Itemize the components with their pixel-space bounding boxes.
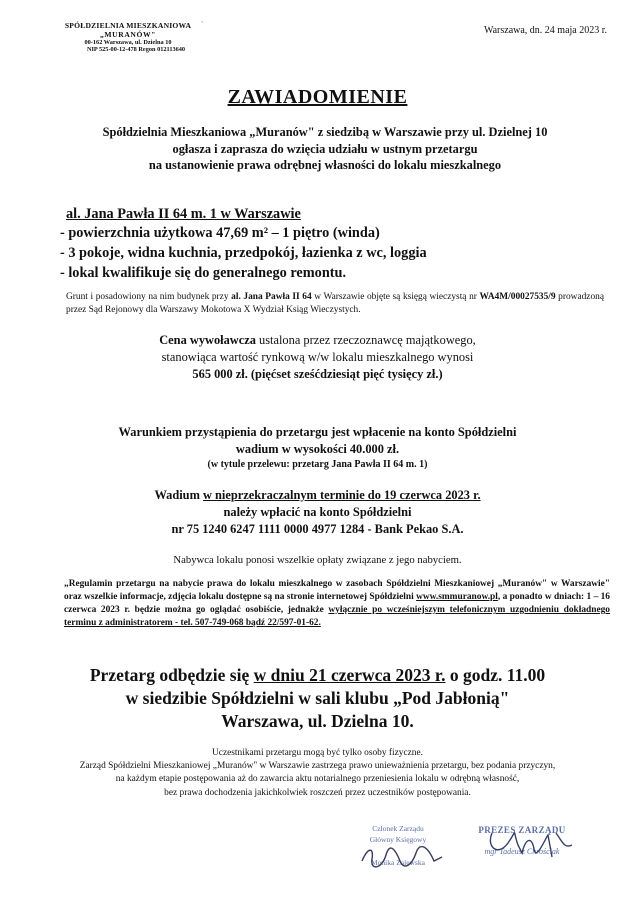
feature-item: - lokal kwalifikuje się do generalnego remontu. <box>60 265 347 281</box>
auction-text: Przetarg odbędzie się <box>89 665 254 685</box>
property-address: al. Jana Pawła II 64 m. 1 w Warszawie <box>66 206 301 222</box>
footer-line: Zarząd Spółdzielni Mieszkaniowej „Muranów" w Warszawie zastrzega prawo unieważnienia przetargu, bez podania przyczyn, <box>79 761 556 772</box>
auction-address: Warszawa, ul. Dzielna 10. <box>221 711 414 731</box>
price-text: ustalona przez rzeczoznawcę majątkowego, <box>255 333 476 347</box>
price-paragraph <box>60 332 575 383</box>
signature-stamp-left <box>348 823 448 868</box>
stamp-title: Członek Zarządu <box>372 824 424 833</box>
org-tax-ids: NIP 525-00-12-478 Regon 012113640 <box>86 46 186 54</box>
website-link[interactable]: www.smmuranow.pl <box>416 592 498 603</box>
footer-line: Uczestnikami przetargu mogą być tylko osoby fizyczne. <box>212 748 423 758</box>
deposit-paragraph <box>40 487 595 538</box>
transfer-title-note: (w tytule przelewu: przetarg Jana Pawła II 64 m. 1) <box>207 459 428 470</box>
stamp-title: Główny Księgowy <box>369 835 427 844</box>
buyer-costs-note: Nabywca lokalu ponosi wszelkie opłaty związane z jego nabyciem. <box>173 554 462 566</box>
conditions-line: Warunkiem przystąpienia do przetargu jest wpłacenie na konto Spółdzielni <box>118 425 517 439</box>
mark-tick: ˎ <box>201 15 204 23</box>
org-name: SPÓŁDZIELNIA MIESZKANIOWA <box>64 21 192 30</box>
auction-date: w dniu 21 czerwca 2023 r. <box>253 665 446 685</box>
intro-line: na ustanowienie prawa odrębnej własności do lokalu mieszkalnego <box>148 158 502 172</box>
price-label: Cena wywoławcza <box>159 333 256 347</box>
intro-line: Spółdzielnia Mieszkaniowa „Muranów" z siedzibą w Warszawie przy ul. Dzielnej 10 <box>102 125 548 139</box>
rules-text: „Regulamin przetargu na nabycie prawa do lokalu mieszkalnego w zasobach Spółdzielni Mieszkaniowej „Muranów" w Warszawie" oraz wszelkie informacje, zdjęcia lokalu dostępne są na stronie internetowej Spółdzielni <box>64 579 610 603</box>
document-date: Warszawa, dn. 24 maja 2023 r. <box>483 25 607 36</box>
org-name-muranow: „MURANÓW" <box>99 29 157 39</box>
property-features <box>60 223 427 283</box>
handwritten-signature-right <box>482 827 582 861</box>
land-register-number: WA4M/00027535/9 <box>479 292 556 302</box>
bank-account: nr 75 1240 6247 1111 0000 4977 1284 - Bank Pekao S.A. <box>171 522 464 536</box>
rules-text: , a ponadto w dniach: 1 – 16 czerwca 2023 r. będzie można go oglądać osobiście, jednakże <box>64 592 610 616</box>
land-text: w Warszawie objęte są księgą wieczystą nr <box>311 292 480 302</box>
deposit-amount: wadium w wysokości 40.000 zł. <box>235 441 400 456</box>
auction-announcement <box>30 664 605 733</box>
intro-paragraph <box>30 124 620 174</box>
rules-paragraph <box>64 578 610 630</box>
feature-item: - 3 pokoje, widna kuchnia, przedpokój, łazienka z wc, loggia <box>60 245 427 261</box>
price-text: stanowiąca wartość rynkową w/w lokalu mieszkalnego wynosi <box>161 350 474 364</box>
price-amount: 565 000 zł. (pięćset sześćdziesiąt pięć tysięcy zł.) <box>192 367 443 381</box>
document-title: ZAWIADOMIENIE <box>227 86 408 108</box>
auction-time: o godz. 11.00 <box>445 665 546 685</box>
footer-line: na każdym etapie postępowania aż do zawarcia aktu notarialnego przeniesienia lokalu w odrębną własność, <box>115 774 520 785</box>
footer-notes <box>30 747 605 800</box>
letterhead <box>48 22 208 53</box>
conditions-paragraph <box>40 424 595 474</box>
intro-line: ogłasza i zaprasza do wzięcia udziału w ustnym przetargu <box>172 141 478 156</box>
stamp-title: PREZES ZARZĄDU <box>478 825 566 835</box>
land-text: Grunt i posadowiony na nim budynek przy <box>66 292 232 302</box>
footer-line: bez prawa dochodzenia jakichkolwiek roszczeń przez uczestników postępowania. <box>164 787 471 798</box>
org-address: 00-162 Warszawa, ul. Dzielna 10 <box>84 39 172 46</box>
deposit-label: Wadium <box>154 488 203 502</box>
handwritten-signature-left <box>356 841 446 871</box>
feature-item: - powierzchnia użytkowa 47,69 m² – 1 piętro (winda) <box>60 225 380 241</box>
land-text: prowadzoną przez Sąd Rejonowy dla Warszawy Mokotowa X Wydział Ksiąg Wieczystych. <box>66 292 604 316</box>
viewing-phone-note: wyłącznie po wcześniejszym telefonicznym uzgodnieniu dokładnego terminu z administratorem - tel. 507-749-068 bądź 22/597-01-62. <box>64 605 610 629</box>
land-register-paragraph <box>66 291 604 317</box>
stamp-name: Monika Zalewska <box>371 858 425 867</box>
signature-stamp-right <box>452 825 592 856</box>
deposit-instruction: należy wpłacić na konto Spółdzielni <box>223 505 412 519</box>
deposit-deadline: w nieprzekraczalnym terminie do 19 czerwca 2023 r. <box>202 488 481 502</box>
stamp-name: mgr Tadeusz Chrościak <box>484 847 560 856</box>
land-address: al. Jana Pawła II 64 <box>231 292 312 302</box>
auction-venue: w siedzibie Spółdzielni w sali klubu „Pod Jabłonią" <box>125 688 510 708</box>
